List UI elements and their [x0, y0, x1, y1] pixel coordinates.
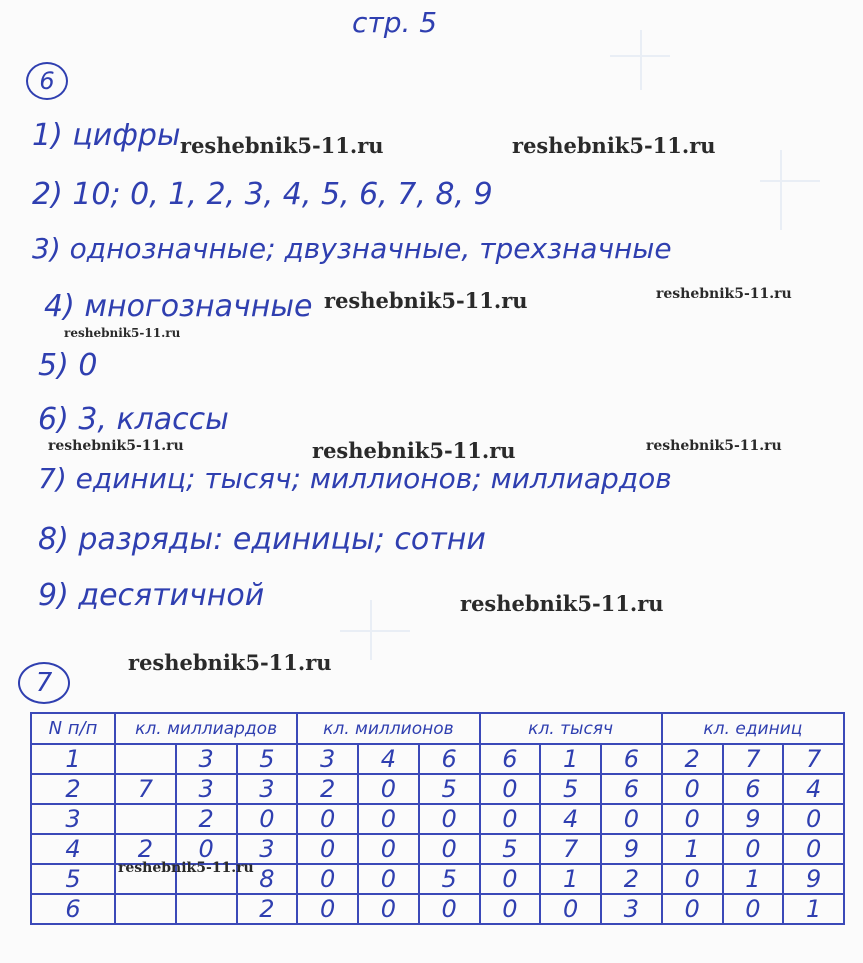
task-7-number [18, 662, 70, 704]
digit-cell: 0 [358, 834, 419, 864]
answer-5: 5) 0 [38, 348, 98, 383]
digit-cell [115, 804, 176, 834]
row-number-cell: 5 [31, 864, 115, 894]
digit-cell: 1 [783, 894, 844, 924]
digit-cell: 6 [601, 744, 662, 774]
watermark: reshebnik5-11.ru [118, 860, 254, 876]
page-label: стр. 5 [352, 6, 438, 39]
header-thousands-class: кл. тысяч [480, 713, 662, 744]
row-number-cell: 1 [31, 744, 115, 774]
digit-cell: 7 [540, 834, 601, 864]
digit-cell: 0 [358, 774, 419, 804]
digit-cell: 0 [237, 804, 298, 834]
digit-cell: 3 [237, 834, 298, 864]
digit-cell: 7 [783, 744, 844, 774]
row-number-cell: 3 [31, 804, 115, 834]
paper-grid-mark [780, 150, 782, 230]
digit-cell: 3 [176, 774, 237, 804]
header-number: N п/п [31, 713, 115, 744]
row-number-cell: 2 [31, 774, 115, 804]
answer-9: 9) десятичной [38, 578, 265, 613]
digit-cell [115, 744, 176, 774]
digit-cell: 7 [115, 774, 176, 804]
digit-cell: 6 [480, 744, 541, 774]
task-7-number-text: 7 [35, 668, 53, 698]
table-row [31, 774, 844, 804]
digit-cell: 0 [662, 774, 723, 804]
digit-cell: 3 [297, 744, 358, 774]
digit-cell: 1 [723, 864, 784, 894]
paper-grid-mark [640, 30, 642, 90]
answer-8: 8) разряды: единицы; сотни [38, 522, 486, 557]
digit-cell: 9 [783, 864, 844, 894]
table-body [31, 744, 844, 924]
digit-cell: 3 [237, 774, 298, 804]
digit-cell: 1 [662, 834, 723, 864]
digit-cell: 0 [297, 864, 358, 894]
digit-cell: 8 [237, 864, 298, 894]
answer-2: 2) 10; 0, 1, 2, 3, 4, 5, 6, 7, 8, 9 [32, 177, 493, 212]
digit-cell: 2 [662, 744, 723, 774]
digit-cell: 0 [297, 834, 358, 864]
watermark: reshebnik5-11.ru [512, 133, 716, 158]
digit-cell: 6 [723, 774, 784, 804]
header-units-class: кл. единиц [662, 713, 844, 744]
table-header-row [31, 713, 844, 744]
digit-cell: 2 [115, 834, 176, 864]
answer-7: 7) единиц; тысяч; миллионов; миллиардов [38, 462, 672, 495]
watermark: reshebnik5-11.ru [324, 288, 528, 313]
watermark: reshebnik5-11.ru [64, 326, 181, 340]
digit-cell: 2 [601, 864, 662, 894]
watermark: reshebnik5-11.ru [656, 286, 792, 302]
digit-cell: 0 [480, 774, 541, 804]
table-row [31, 894, 844, 924]
task-6-number-text: 6 [39, 67, 55, 95]
digit-cell: 0 [480, 894, 541, 924]
table-row [31, 804, 844, 834]
digit-cell: 0 [480, 804, 541, 834]
watermark: reshebnik5-11.ru [128, 650, 332, 675]
answer-3: 3) однозначные; двузначные, трехзначные [32, 232, 672, 265]
digit-cell: 6 [601, 774, 662, 804]
watermark: reshebnik5-11.ru [180, 133, 384, 158]
header-billions-class: кл. миллиардов [115, 713, 297, 744]
digit-cell [176, 894, 237, 924]
digit-cell: 0 [723, 894, 784, 924]
digit-cell: 2 [297, 774, 358, 804]
digit-cell: 1 [540, 744, 601, 774]
digit-cell: 2 [237, 894, 298, 924]
digit-cell [115, 894, 176, 924]
paper-grid-mark [340, 630, 410, 632]
digit-cell: 5 [237, 744, 298, 774]
answer-4: 4) многозначные [44, 289, 313, 324]
digit-cell: 0 [419, 894, 480, 924]
digit-cell: 0 [662, 804, 723, 834]
digit-cell: 4 [540, 804, 601, 834]
digit-cell: 0 [419, 834, 480, 864]
digit-cell: 3 [176, 744, 237, 774]
digit-cell: 6 [419, 744, 480, 774]
digit-cell: 0 [480, 864, 541, 894]
digit-cell: 5 [419, 864, 480, 894]
row-number-cell: 4 [31, 834, 115, 864]
digit-cell: 0 [358, 804, 419, 834]
digit-cell: 4 [358, 744, 419, 774]
digit-cell: 0 [297, 804, 358, 834]
digit-cell: 5 [540, 774, 601, 804]
digit-cell: 9 [601, 834, 662, 864]
digit-cell: 0 [662, 894, 723, 924]
digit-class-table [30, 712, 845, 925]
digit-cell: 5 [480, 834, 541, 864]
answer-1: 1) цифры [32, 118, 181, 153]
row-number-cell: 6 [31, 894, 115, 924]
digit-cell: 0 [783, 834, 844, 864]
digit-cell: 2 [176, 804, 237, 834]
digit-cell: 4 [783, 774, 844, 804]
digit-cell: 0 [662, 864, 723, 894]
header-millions-class: кл. миллионов [297, 713, 479, 744]
task-6-number [26, 62, 68, 100]
table-row [31, 744, 844, 774]
paper-grid-mark [610, 55, 670, 57]
digit-cell: 0 [783, 804, 844, 834]
digit-cell: 0 [358, 894, 419, 924]
digit-cell: 0 [601, 804, 662, 834]
digit-cell: 7 [723, 744, 784, 774]
digit-cell: 0 [540, 894, 601, 924]
digit-cell: 0 [419, 804, 480, 834]
digit-cell: 1 [540, 864, 601, 894]
watermark: reshebnik5-11.ru [312, 438, 516, 463]
digit-cell: 0 [297, 894, 358, 924]
watermark: reshebnik5-11.ru [460, 591, 664, 616]
digit-cell: 0 [176, 834, 237, 864]
answer-6: 6) 3, классы [38, 402, 229, 437]
digit-cell: 0 [723, 834, 784, 864]
digit-cell: 0 [358, 864, 419, 894]
digit-cell: 9 [723, 804, 784, 834]
watermark: reshebnik5-11.ru [48, 438, 184, 454]
digit-cell: 5 [419, 774, 480, 804]
paper-grid-mark [760, 180, 820, 182]
digit-cell: 3 [601, 894, 662, 924]
watermark: reshebnik5-11.ru [646, 438, 782, 454]
